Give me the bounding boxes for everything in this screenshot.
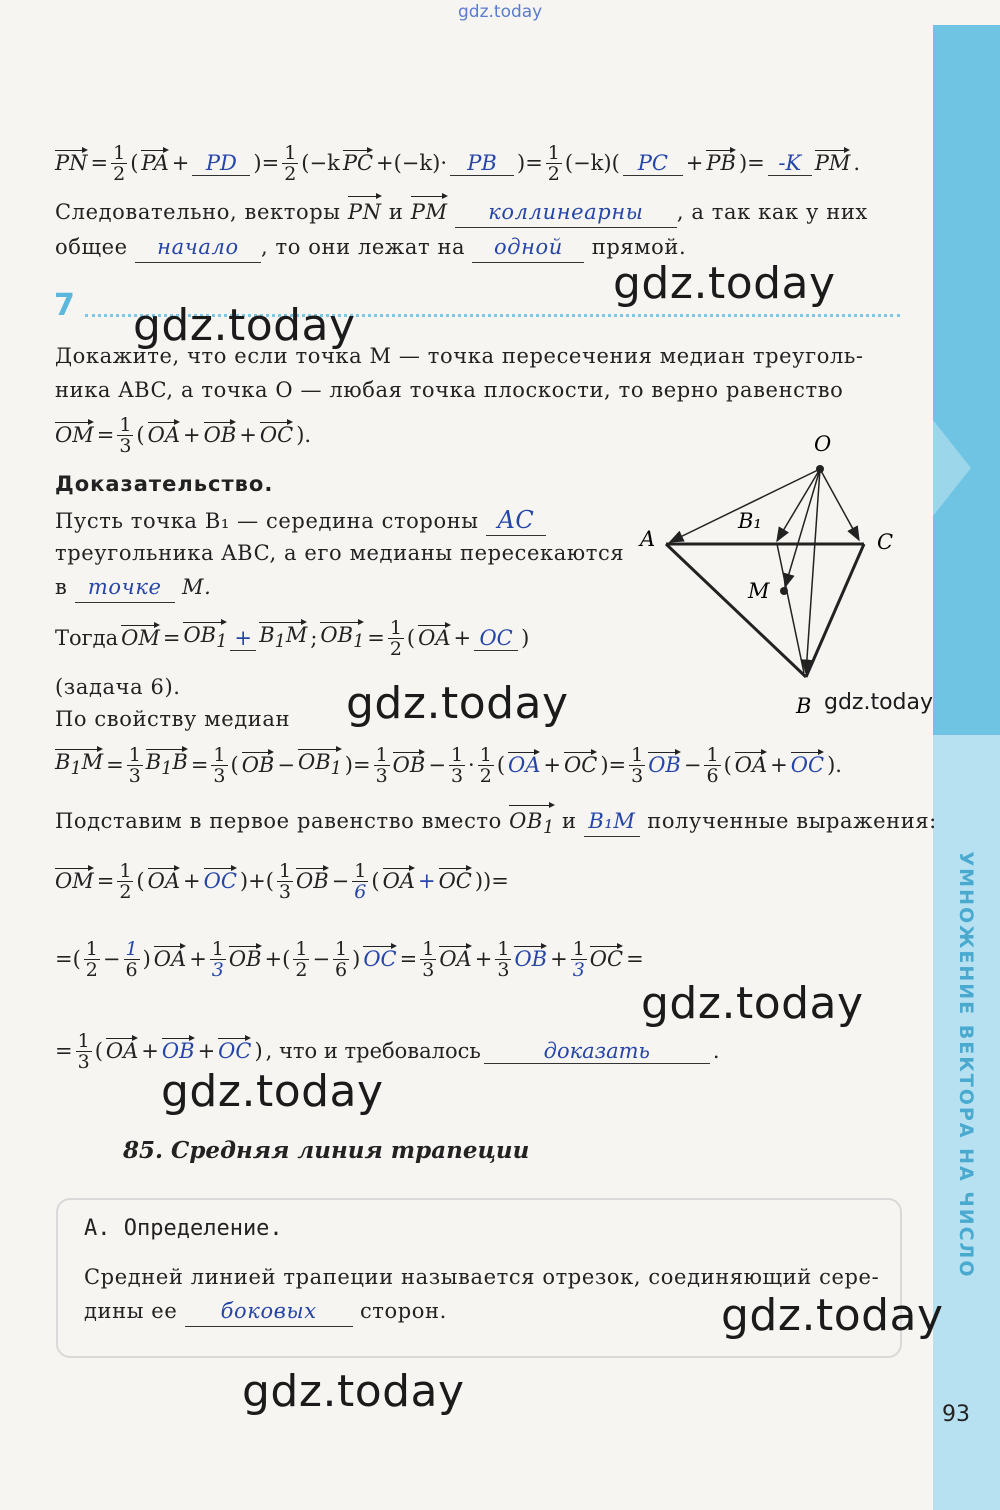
formula-om-group: =( $\frac{1}{2}$ − $\frac{1}{6}$ ) OA + $\frac{1}{3}$ OB +( $\frac{1}{2}$ − $\frac{1}{6}$ ) OC = $\frac{1}{3}$ OA + $\frac{1}{3}$ OB + $\frac{1}{3}$ OC =	[55, 937, 644, 981]
proof-heading: Доказательство.	[55, 472, 274, 496]
formula-pn: PN = $\frac{1}{2}$ ( PA + PD )= $\frac{1}{2}$ (−k PC +(−k)· PB )= $\frac{1}{2}$ (−k)( PC + PB )= -K PM .	[55, 141, 861, 185]
substitute-line: Подставим в первое равенство вместо $OB_1$ и B₁M полученные выражения:	[55, 806, 937, 843]
handwritten-pc: PC	[623, 151, 683, 176]
definition-title: А. Определение.	[84, 1216, 283, 1241]
formula-om-expand: OM = $\frac{1}{2}$ ( OA + OC )+( $\frac{1}{3}$ OB − $\frac{1}{6}$ ( OA + OC ))=	[55, 859, 509, 903]
watermark: gdz.today	[641, 978, 864, 1029]
handwritten-plus: +	[230, 626, 256, 651]
label-m: M	[748, 579, 770, 603]
watermark: gdz.today	[613, 258, 836, 309]
sidebar-chapter-title: УМНОЖЕНИЕ ВЕКТОРА НА ЧИСЛО	[955, 851, 977, 1279]
para-collinear-line2: общее начало , то они лежат на одной прямой.	[55, 232, 686, 263]
median-property: По свойству медиан	[55, 707, 291, 731]
formula-om-final: = $\frac{1}{3}$ ( OA + OB + OC ) , что и требовалось доказать .	[55, 1029, 720, 1073]
handwritten-oc: OC	[474, 626, 518, 651]
task-text-line1: Докажите, что если точка M — точка пересечения медиан треуголь-	[55, 344, 864, 368]
task-text-line2: ника ABC, а точка O — любая точка плоскости, то верно равенство	[55, 378, 844, 402]
formula-b1m: $B_1M$ = $\frac{1}{3}$ $B_1B$ = $\frac{1}{3}$ ( OB − $OB_1$ )= $\frac{1}{3}$ OB − $\frac{1}{3}$ · $\frac{1}{2}$ ( OA + OC )= $\frac{1}{3}$ OB − $\frac{1}{6}$ ( OA + OC ).	[55, 743, 842, 787]
para-collinear-line1: Следовательно, векторы PN и PM коллинеарны , а так как у них	[55, 197, 868, 228]
watermark: gdz.today	[242, 1366, 465, 1417]
handwritten-lateral: боковых	[185, 1296, 353, 1327]
watermark: gdz.today	[161, 1066, 384, 1117]
handwritten-one: одной	[472, 232, 584, 263]
proof-line1: Пусть точка B₁ — середина стороны AC	[55, 505, 546, 536]
watermark: gdz.today	[133, 300, 356, 351]
handwritten-ac: AC	[486, 505, 546, 536]
handwritten-prove: доказать	[484, 1039, 710, 1064]
label-o: O	[814, 432, 832, 456]
watermark: gdz.today	[721, 1290, 944, 1341]
sidebar-arrow-icon	[933, 420, 973, 530]
handwritten-collinear: коллинеарны	[455, 197, 677, 228]
task-number: 7	[54, 288, 75, 323]
handwritten-point: точке	[75, 572, 175, 603]
section-title: 85. Средняя линия трапеции	[123, 1137, 530, 1164]
watermark: gdz.today	[346, 678, 569, 729]
label-a: A	[640, 527, 656, 551]
definition-line2: дины ее боковых сторон.	[84, 1296, 447, 1327]
label-c: C	[877, 530, 894, 554]
proof-line3: в точке M.	[55, 572, 211, 603]
top-watermark: gdz.today	[458, 2, 543, 22]
handwritten-start: начало	[135, 232, 261, 263]
handwritten-b1m: B₁M	[584, 806, 640, 837]
label-b1: B₁	[738, 509, 762, 533]
watermark-small: gdz.today	[824, 690, 934, 715]
label-b: B	[796, 694, 812, 718]
definition-line1: Средней линией трапеции называется отрезок, соединяющий сере-	[84, 1265, 880, 1289]
page-number: 93	[942, 1402, 970, 1427]
handwritten-k: -K	[768, 151, 812, 176]
handwritten-pb: PB	[450, 151, 514, 176]
proof-line2: треугольника ABC, а его медианы пересекаются	[55, 541, 625, 565]
formula-om-claim: OM = $\frac{1}{3}$ ( OA + OB + OC ).	[55, 413, 312, 457]
handwritten-pd: PD	[192, 151, 250, 176]
triangle-figure	[630, 425, 920, 725]
task-reference: (задача 6).	[55, 675, 181, 699]
formula-then: Тогда OM = $OB_1$ + $B_1M$ ; $OB_1$ = $\frac{1}{2}$ ( OA + OC )	[55, 616, 530, 660]
